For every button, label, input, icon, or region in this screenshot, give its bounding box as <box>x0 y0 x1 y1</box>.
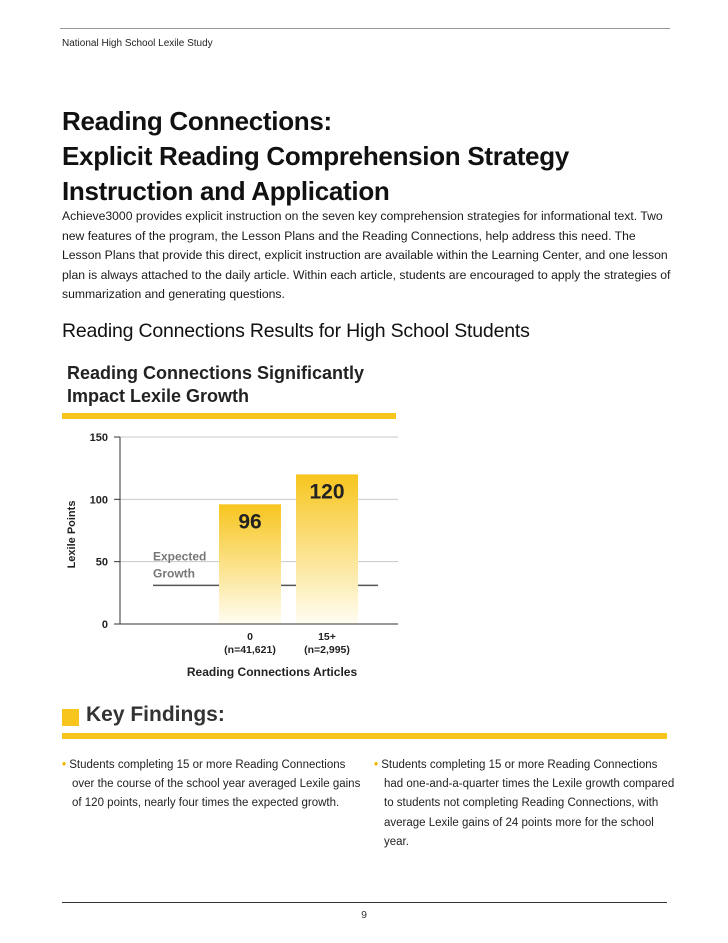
intro-paragraph: Achieve3000 provides explicit instruction on the seven key comprehension strategies for informational text. Two new features of the program, the Lesson Plans and the Reading Connections, help address this need. The Lesson Plans that provide this direct, explicit instruction are available within the Learning Center, and one lesson plan is always attached to the daily article. Within each article, students are encouraged to apply the strategies of summarization and generating questions. <box>62 209 671 302</box>
key-findings-underline <box>62 733 667 739</box>
chart-title-line-2: Impact Lexile Growth <box>67 386 250 406</box>
key-findings-square-icon <box>62 709 79 726</box>
key-findings-title: Key Findings: <box>86 703 225 726</box>
finding-item-1 <box>62 756 362 814</box>
running-head: National High School Lexile Study <box>62 38 213 49</box>
page-title <box>62 104 682 209</box>
bar-value-label: 96 <box>238 510 262 534</box>
finding-text-1: Students completing 15 or more Reading Connections over the course of the school year averaged Lexile gains of 120 points, nearly four times the expected growth. <box>69 759 361 810</box>
chart-title-underline <box>62 413 396 419</box>
footer-rule <box>62 902 667 903</box>
page-title-line-2: Explicit Reading Comprehension Strategy <box>62 141 569 171</box>
expected-growth-label-line-2: Growth <box>153 566 195 581</box>
x-category-label: 15+ <box>318 631 336 643</box>
finding-item-2 <box>374 756 679 852</box>
y-tick-label: 0 <box>101 619 108 631</box>
x-category-sublabel: (n=2,995) <box>304 644 350 656</box>
x-axis-label: Reading Connections Articles <box>186 665 358 679</box>
header-rule <box>60 28 670 29</box>
y-tick-label: 50 <box>95 556 108 569</box>
x-category-label: 0 <box>247 631 253 643</box>
expected-growth-label-line-1: Expected <box>153 549 207 564</box>
chart-title-line-1: Reading Connections Significantly <box>67 363 365 383</box>
section-title: Reading Connections Results for High School Students <box>62 320 530 342</box>
y-tick-label: 100 <box>89 494 108 507</box>
bullet-icon: • <box>374 759 379 771</box>
finding-text-2: Students completing 15 or more Reading Connections had one-and-a-quarter times the Lexile growth compared to students not completing Reading Connections, with average Lexile gains of 24 points more for the school year. <box>381 759 675 848</box>
x-category-sublabel: (n=41,621) <box>224 644 276 656</box>
y-axis-label: Lexile Points <box>66 500 78 569</box>
chart-title <box>67 362 364 408</box>
lexile-growth-bar-chart <box>60 425 400 687</box>
page-title-line-1: Reading Connections: <box>62 106 332 136</box>
bar-value-label: 120 <box>309 480 345 504</box>
y-tick-label: 150 <box>89 432 108 444</box>
page-title-line-3: Instruction and Application <box>62 176 390 206</box>
bullet-icon: • <box>62 759 67 771</box>
page-number: 9 <box>361 909 367 921</box>
